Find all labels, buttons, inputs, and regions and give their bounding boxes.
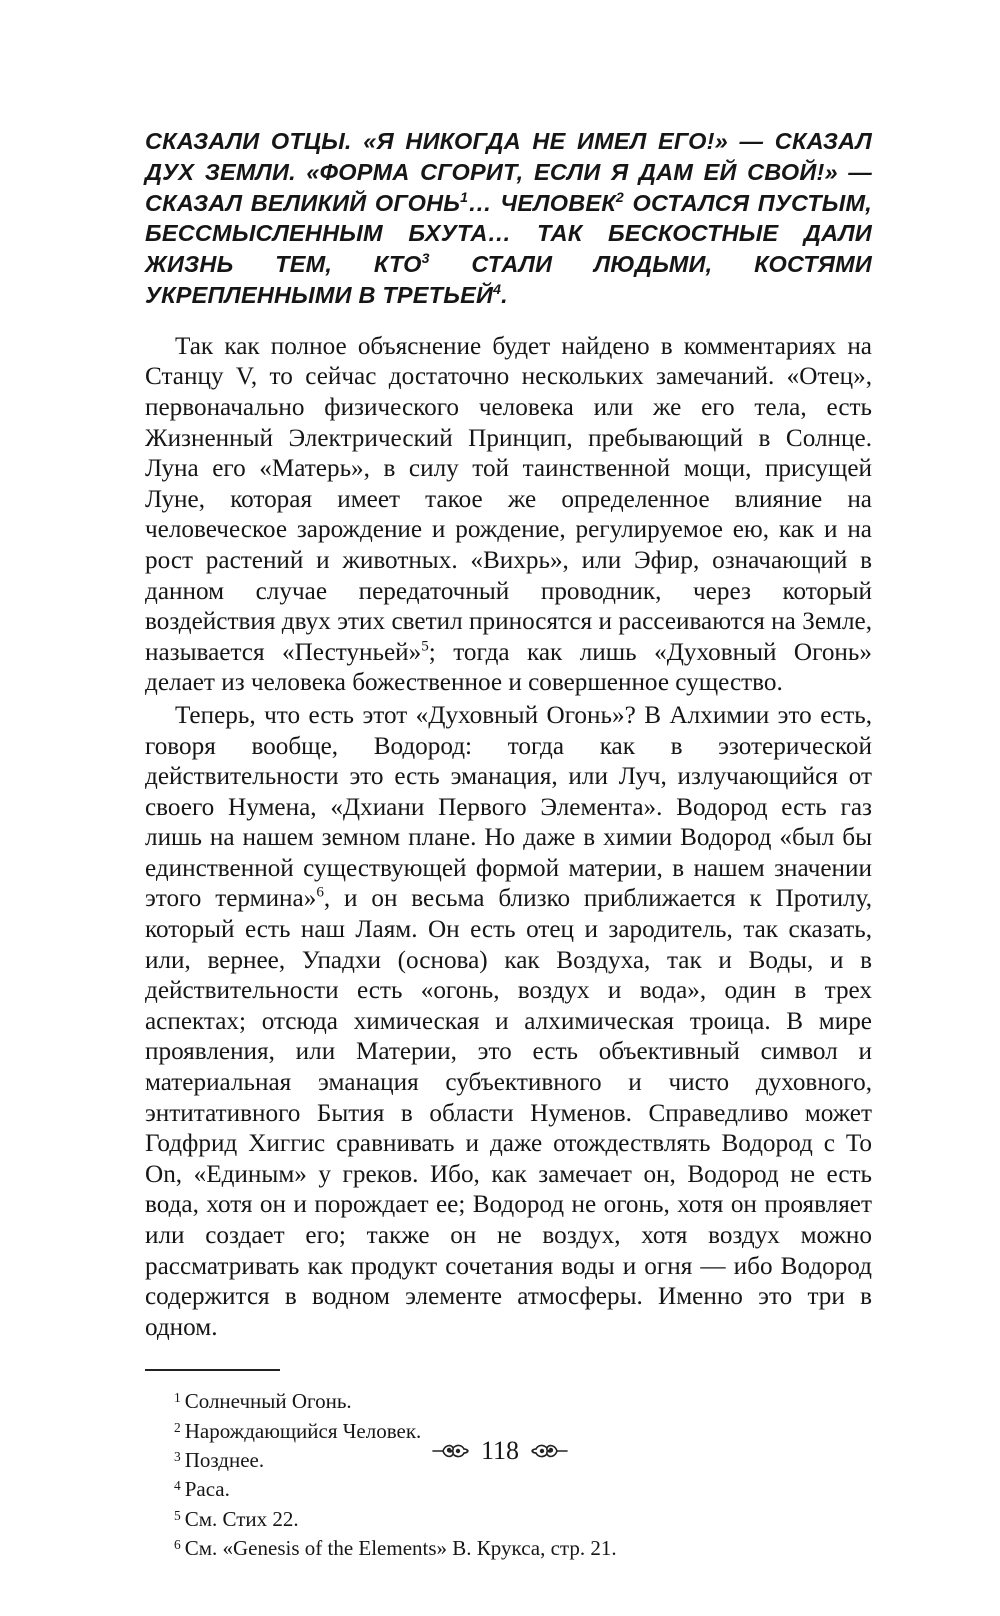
paragraph-2 bbox=[145, 701, 872, 1343]
footnotes-list bbox=[145, 1385, 872, 1561]
footnote-number: 1 bbox=[174, 1390, 181, 1406]
paragraph-2-text-1: Теперь, что есть этот «Духовный Огонь»? В Алхимии это есть, говоря вообще, Водород: тогда как в эзотерической действительности это есть эманация, или Луч, излучающийся от своего Нумена, «Дхиани Первого Элемента». Водород есть газ лишь на нашем земном плане. Но даже в химии Водород «был бы единственной существующей формой материи, в нашем значении этого термина» bbox=[145, 701, 872, 913]
stanza-quote bbox=[145, 126, 872, 311]
footnote-item bbox=[145, 1385, 872, 1414]
paragraph-1-text-2: ; тогда как лишь «Духовный Огонь» делает из человека божественное и совершенное существо. bbox=[145, 638, 872, 697]
paragraph-2-text-2: , и он весьма близко приближается к Протилу, который есть наш Лаям. Он есть отец и зародитель, так сказать, или, вернее, Упадхи (основа) как Воздуха, так и Воды, и в действительности есть «огонь, воздух и вода», один в трех аспектах; отсюда химическая и алхимическая троица. В мире проявления, или Материи, это есть объективный символ и материальная эманация субъективного и чисто духовного, энтитативного Бытия в области Нуменов. Справедливо может Годфрид Хиггис сравнивать и даже отождествлять Водород с То On, «Единым» у греков. Ибо, как замечает он, Водород не есть вода, хотя он и порождает ее; Водород не огонь, хотя он проявляет или создает его; также он не воздух, хотя воздух можно рассматривать как продукт сочетания воды и огня — ибо Водород содержится в водном элементе атмосферы. Именно это три в одном. bbox=[145, 885, 872, 1341]
footnote-item bbox=[145, 1473, 872, 1502]
page-body bbox=[145, 126, 872, 1561]
footnote-item bbox=[145, 1503, 872, 1532]
footnote-item bbox=[145, 1532, 872, 1561]
page-footer bbox=[0, 1431, 1000, 1469]
paragraph-1 bbox=[145, 332, 872, 699]
footnote-number: 2 bbox=[174, 1419, 181, 1435]
footnote-separator bbox=[145, 1369, 280, 1371]
fleuron-left-icon bbox=[431, 1440, 471, 1462]
footnote-number: 4 bbox=[174, 1478, 181, 1494]
stanza-text-4: СТАЛИ ЛЮДЬМИ, КОСТЯМИ УКРЕПЛЕННЫМИ В ТРЕТЬЕЙ bbox=[145, 251, 872, 308]
stanza-text-5: . bbox=[501, 281, 508, 308]
footnote-ref-3[interactable]: 3 bbox=[421, 250, 430, 267]
footnote-text: Нарождающийся Человек. bbox=[184, 1418, 422, 1443]
footnote-ref-5[interactable]: 5 bbox=[421, 638, 429, 655]
footnote-ref-2[interactable]: 2 bbox=[615, 188, 624, 205]
footnote-ref-6[interactable]: 6 bbox=[316, 885, 324, 902]
footnote-text: Раса. bbox=[184, 1477, 230, 1502]
stanza-text-2: … ЧЕЛОВЕК bbox=[468, 189, 616, 216]
footnote-ref-1[interactable]: 1 bbox=[460, 188, 469, 205]
footnote-number: 5 bbox=[174, 1507, 181, 1523]
fleuron-right-icon bbox=[529, 1440, 569, 1462]
footnote-ref-4[interactable]: 4 bbox=[493, 281, 502, 298]
footnote-text: См. Стих 22. bbox=[184, 1506, 299, 1531]
page-number: 118 bbox=[480, 1436, 520, 1466]
footnote-number: 6 bbox=[174, 1536, 181, 1552]
footnote-number: 3 bbox=[174, 1448, 181, 1464]
footnote-text: Позднее. bbox=[184, 1447, 265, 1472]
footnote-text: См. «Genesis of the Elements» В. Крукса, стр. 21. bbox=[184, 1535, 617, 1560]
stanza-text-1: СКАЗАЛИ ОТЦЫ. «Я НИКОГДА НЕ ИМЕЛ ЕГО!» — СКАЗАЛ ДУХ ЗЕМЛИ. «ФОРМА СГОРИТ, ЕСЛИ Я ДАМ ЕЙ СВОЙ!» — СКАЗАЛ ВЕЛИКИЙ ОГОНЬ bbox=[145, 128, 872, 216]
paragraph-1-text-1: Так как полное объяснение будет найдено в комментариях на Станцу V, то сейчас достаточно нескольких замечаний. «Отец», первоначально физического человека или же его тела, есть Жизненный Электрический Принцип, пребывающий в Солнце. Луна его «Матерь», в силу той таинственной мощи, присущей Луне, которая имеет такое же определенное влияние на человеческое зарождение и рождение, регулируемое ею, как и на рост растений и животных. «Вихрь», или Эфир, означающий в данном случае передаточный проводник, через который воздействия двух этих светил приносятся и рассеиваются на Земле, называется «Пестуньей» bbox=[145, 332, 872, 666]
footnote-text: Солнечный Огонь. bbox=[184, 1389, 352, 1414]
stanza-text-3: ОСТАЛСЯ ПУСТЫМ, БЕССМЫСЛЕННЫМ БХУТА… ТАК БЕСКОСТНЫЕ ДАЛИ ЖИЗНЬ ТЕМ, КТО bbox=[145, 189, 872, 278]
